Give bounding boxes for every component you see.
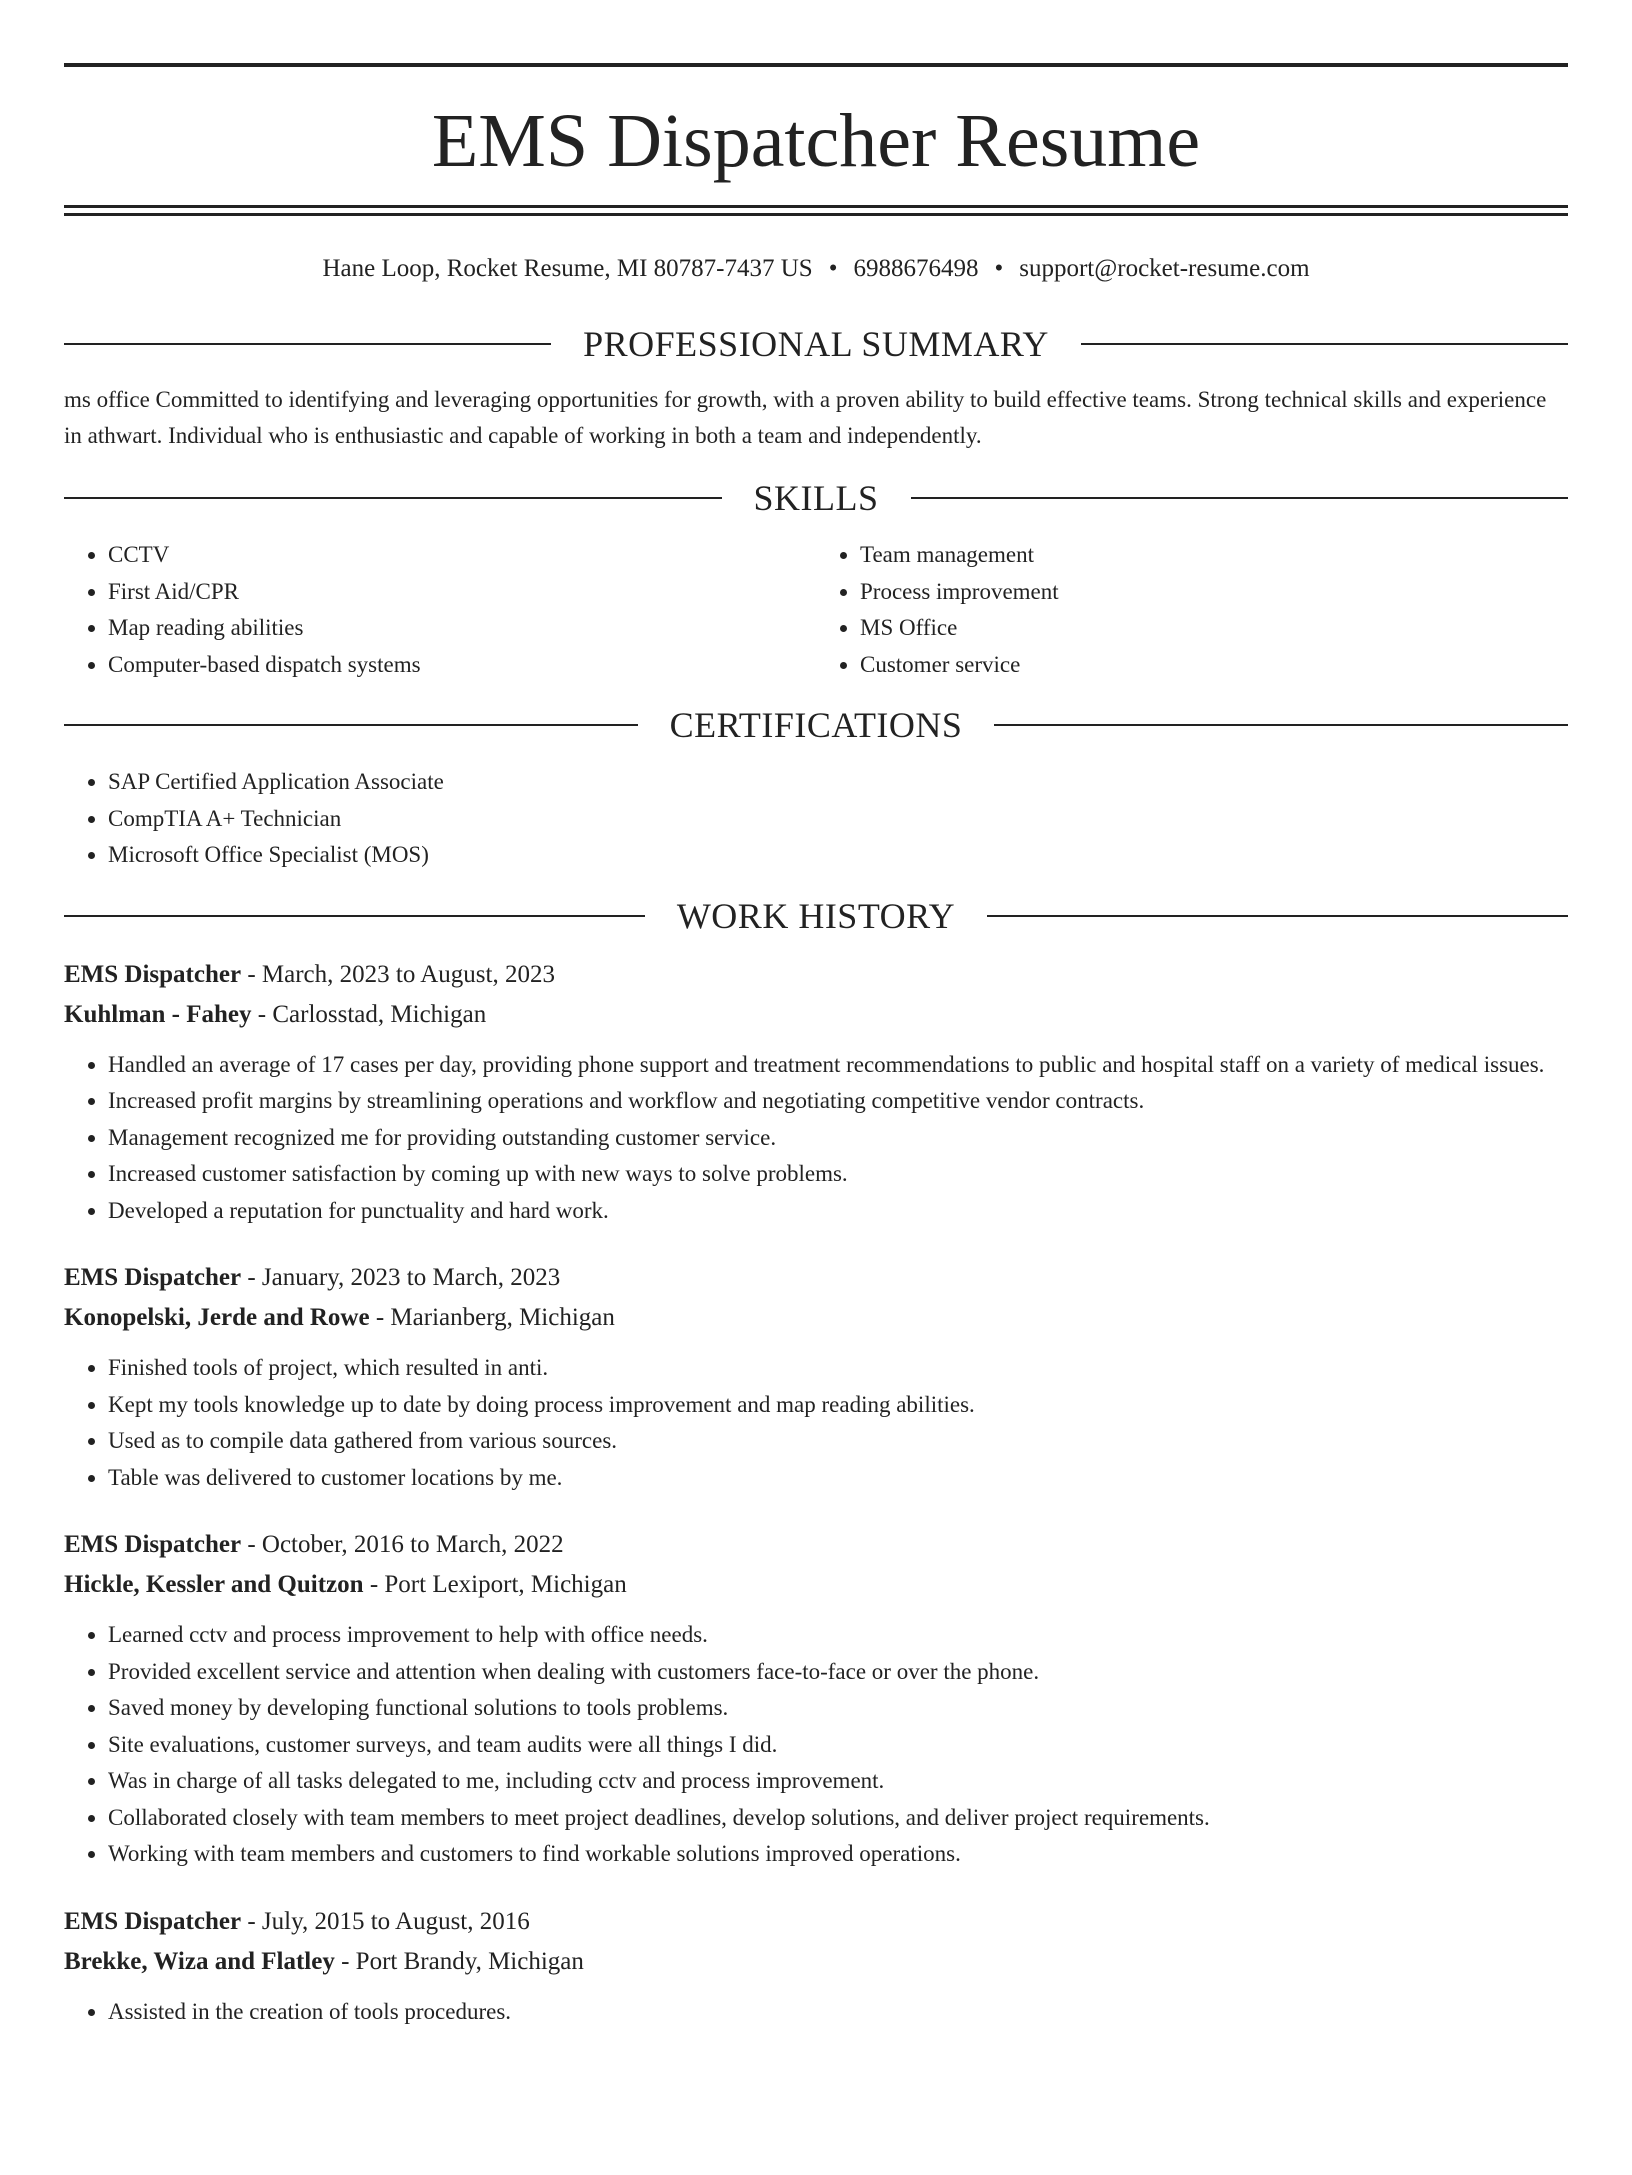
job-role: EMS Dispatcher <box>64 1264 242 1291</box>
job-bullet: • Collaborated closely with team members to meet project deadlines, develop solutions, and deliver project requirements. <box>108 1800 1568 1837</box>
job-location: - Port Brandy, Michigan <box>334 1947 584 1975</box>
work-history-heading <box>64 894 1568 938</box>
resume-page <box>0 63 1632 2175</box>
job-location: - Port Lexiport, Michigan <box>363 1571 627 1598</box>
job-title-line <box>64 1902 1568 1942</box>
heading-rule-right <box>911 497 1569 499</box>
job-bullet: • Table was delivered to customer locations by me. <box>108 1460 1568 1497</box>
job-bullet: • Used as to compile data gathered from various sources. <box>108 1423 1568 1460</box>
job-company-line <box>64 1565 1568 1605</box>
job-bullets <box>64 1617 1568 1873</box>
job-bullet: • Kept my tools knowledge up to date by doing process improvement and map reading abilities. <box>108 1387 1568 1424</box>
job-bullet: • Assisted in the creation of tools procedures. <box>108 1994 1568 2031</box>
job-entry <box>64 1258 1568 1496</box>
certifications-heading-label: CERTIFICATIONS <box>669 705 963 745</box>
page-title: EMS Dispatcher Resume <box>431 99 1201 183</box>
job-bullet: • Handled an average of 17 cases per day, providing phone support and treatment recommendations to public and hospital staff on a variety of medical issues. <box>108 1047 1568 1084</box>
job-company: Kuhlman - Fahey <box>64 1000 252 1028</box>
skills-list <box>64 537 1568 683</box>
job-bullet: • Learned cctv and process improvement to help with office needs. <box>108 1617 1568 1654</box>
job-company: Brekke, Wiza and Flatley <box>64 1947 335 1975</box>
contact-address: Hane Loop, Rocket Resume, MI 80787-7437 US <box>322 255 813 282</box>
job-role: EMS Dispatcher <box>64 1907 242 1935</box>
summary-heading-label: PROFESSIONAL SUMMARY <box>583 324 1049 364</box>
contact-separator: • <box>994 255 1004 282</box>
heading-rule-left <box>64 915 645 917</box>
job-title-line <box>64 1258 1568 1298</box>
job-bullets <box>64 1047 1568 1230</box>
job-company: Hickle, Kessler and Quitzon <box>64 1571 364 1598</box>
job-role: EMS Dispatcher <box>64 960 242 988</box>
skill-item: • Team management <box>860 537 1568 574</box>
job-bullet: • Working with team members and customers to find workable solutions improved operations. <box>108 1836 1568 1873</box>
heading-rule-left <box>64 497 722 499</box>
job-entry <box>64 1525 1568 1873</box>
job-dates: - March, 2023 to August, 2023 <box>241 960 555 988</box>
skill-item: • Customer service <box>860 647 1568 684</box>
job-company-line <box>64 1298 1568 1338</box>
job-bullet: • Increased profit margins by streamlining operations and workflow and negotiating competitive vendor contracts. <box>108 1083 1568 1120</box>
certifications-list <box>64 764 1568 874</box>
heading-rule-right <box>987 915 1568 917</box>
summary-text: ms office Committed to identifying and leveraging opportunities for growth, with a proven ability to build effective teams. Strong technical skills and experience in athwart. Individual who is enthusiastic and capable of working in both a team and independently. <box>64 387 1547 448</box>
skills-heading <box>64 476 1568 520</box>
job-title-line <box>64 955 1568 995</box>
work-history-heading-label: WORK HISTORY <box>676 895 956 936</box>
skill-item: • MS Office <box>860 610 1568 647</box>
job-dates: - January, 2023 to March, 2023 <box>241 1264 561 1291</box>
skills-column-right <box>816 537 1568 683</box>
contact-email: support@rocket-resume.com <box>1019 255 1310 282</box>
skill-item: • Map reading abilities <box>108 610 816 647</box>
job-location: - Carlosstad, Michigan <box>251 1000 487 1028</box>
certification-item: • CompTIA A+ Technician <box>108 801 1568 838</box>
job-bullet: • Management recognized me for providing outstanding customer service. <box>108 1120 1568 1157</box>
job-company: Konopelski, Jerde and Rowe <box>64 1304 370 1331</box>
job-bullet: • Increased customer satisfaction by coming up with new ways to solve problems. <box>108 1156 1568 1193</box>
job-dates: - July, 2015 to August, 2016 <box>241 1907 530 1935</box>
job-bullets <box>64 1350 1568 1496</box>
contact-phone: 6988676498 <box>853 255 979 282</box>
heading-rule-right <box>994 724 1568 726</box>
job-bullets <box>64 1994 1568 2031</box>
skill-item: • First Aid/CPR <box>108 574 816 611</box>
heading-rule-right <box>1081 343 1568 345</box>
skills-heading-label: SKILLS <box>753 478 879 518</box>
contact-separator: • <box>828 255 838 282</box>
job-title-line <box>64 1525 1568 1565</box>
certification-item: • Microsoft Office Specialist (MOS) <box>108 837 1568 874</box>
job-bullet: • Was in charge of all tasks delegated to me, including cctv and process improvement. <box>108 1763 1568 1800</box>
skill-item: • CCTV <box>108 537 816 574</box>
job-bullet: • Saved money by developing functional solutions to tools problems. <box>108 1690 1568 1727</box>
work-history-list <box>64 955 1568 2031</box>
job-entry <box>64 955 1568 1230</box>
contact-line <box>64 252 1568 286</box>
job-bullet: • Developed a reputation for punctuality and hard work. <box>108 1193 1568 1230</box>
job-location: - Marianberg, Michigan <box>369 1304 615 1331</box>
certification-item: • SAP Certified Application Associate <box>108 764 1568 801</box>
skill-item: • Computer-based dispatch systems <box>108 647 816 684</box>
job-company-line <box>64 995 1568 1035</box>
skills-column-left <box>64 537 816 683</box>
job-dates: - October, 2016 to March, 2022 <box>241 1531 564 1558</box>
job-entry <box>64 1902 1568 2031</box>
job-company-line <box>64 1942 1568 1982</box>
certifications-heading <box>64 703 1568 747</box>
title-double-rule <box>64 205 1568 216</box>
job-bullet: • Finished tools of project, which resulted in anti. <box>108 1350 1568 1387</box>
skill-item: • Process improvement <box>860 574 1568 611</box>
job-bullet: • Site evaluations, customer surveys, and team audits were all things I did. <box>108 1727 1568 1764</box>
summary-heading <box>64 322 1568 366</box>
job-bullet: • Provided excellent service and attention when dealing with customers face-to-face or over the phone. <box>108 1654 1568 1691</box>
heading-rule-left <box>64 724 638 726</box>
heading-rule-left <box>64 343 551 345</box>
job-role: EMS Dispatcher <box>64 1531 242 1558</box>
